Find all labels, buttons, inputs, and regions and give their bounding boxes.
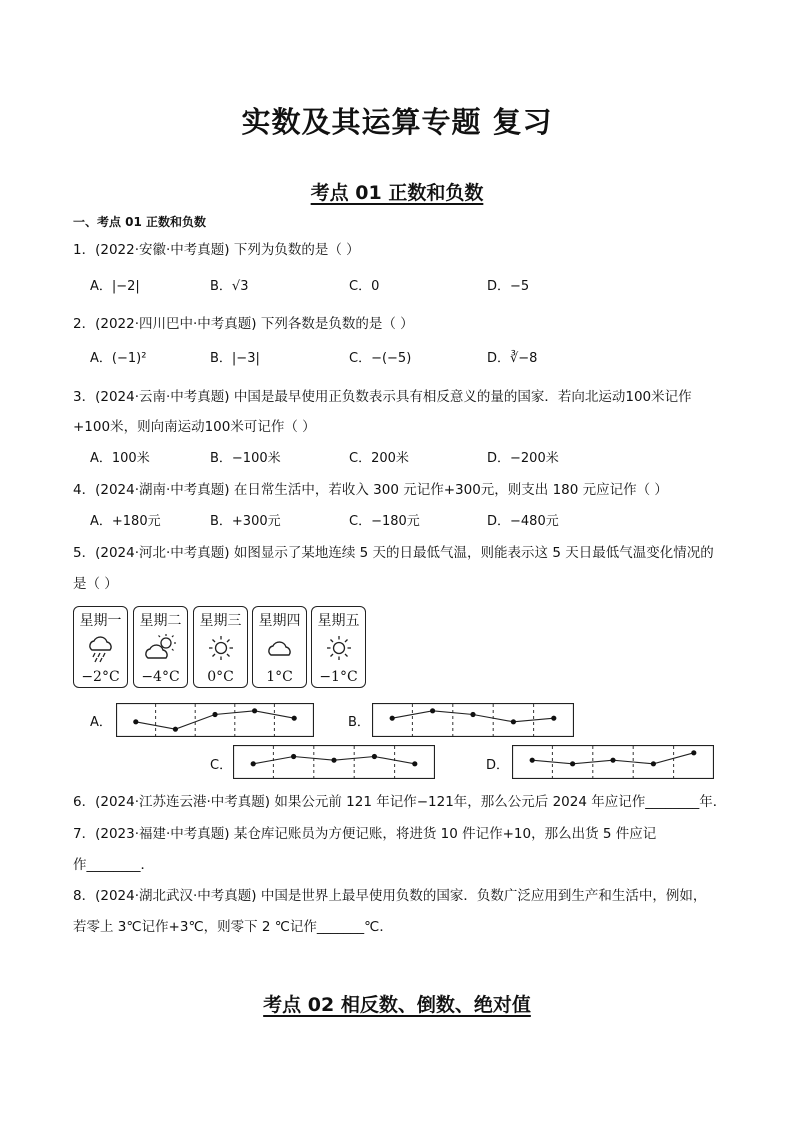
chart-a — [116, 703, 314, 737]
data-point — [212, 712, 217, 717]
data-point — [292, 716, 297, 721]
question-5-stem-line2: 是（ ） — [73, 576, 118, 592]
chart-label-b: B． — [348, 715, 370, 730]
question-1-option-a: A．|−2| — [90, 279, 140, 294]
question-2-option-d: D．∛−8 — [487, 351, 538, 366]
data-point — [291, 754, 296, 759]
question-2-option-a: A．(−1)² — [90, 351, 147, 366]
question-3-option-b: B．−100米 — [210, 451, 281, 466]
chart-frame — [117, 704, 314, 737]
question-8-stem-line1: 8．(2024·湖北武汉·中考真题) 中国是世界上最早使用负数的国家．负数广泛应用到生产和生活中，例如， — [73, 888, 707, 904]
weather-day: 星期一 — [79, 613, 122, 629]
question-4-option-d: D．−480元 — [487, 514, 559, 529]
chart-label-a: A． — [90, 715, 112, 730]
data-point — [511, 719, 516, 724]
question-7-stem-line1: 7．(2023·福建·中考真题) 某仓库记账员为方便记账，将进货 10 件记作+10，那么出货 5 件应记 — [73, 826, 657, 842]
weather-card-tue — [133, 606, 188, 688]
sun-icon — [324, 633, 354, 663]
data-point — [470, 712, 475, 717]
data-point — [551, 716, 556, 721]
question-2-stem: 2．(2022·四川巴中·中考真题) 下列各数是负数的是（ ） — [73, 316, 414, 332]
chart-d — [512, 745, 714, 779]
question-1-stem: 1．(2022·安徽·中考真题) 下列为负数的是（ ） — [73, 242, 360, 258]
question-1-option-d: D．−5 — [487, 279, 530, 294]
weather-temp: −1°C — [319, 669, 358, 685]
weather-card-fri — [311, 606, 366, 688]
weather-day: 星期三 — [199, 613, 242, 629]
question-3-option-c: C．200米 — [349, 451, 409, 466]
question-3-option-a: A．100米 — [90, 451, 150, 466]
data-point — [372, 754, 377, 759]
sun-icon — [206, 633, 236, 663]
weather-temp: −4°C — [141, 669, 180, 685]
data-point — [173, 727, 178, 732]
cloud-icon — [263, 633, 297, 663]
question-5-stem-line1: 5．(2024·河北·中考真题) 如图显示了某地连续 5 天的日最低气温，则能表示这 5 天日最低气温变化情况的 — [73, 545, 714, 561]
question-8-stem-line2: 若零上 3℃记作+3℃，则零下 2 ℃记作_______℃． — [73, 919, 393, 935]
data-point — [252, 708, 257, 713]
data-point — [651, 761, 656, 766]
weather-temp: 1°C — [266, 669, 293, 685]
question-4-stem: 4．(2024·湖南·中考真题) 在日常生活中，若收入 300 元记作+300元，则支出 180 元应记作（ ） — [73, 482, 668, 498]
question-7-stem-line2: 作________． — [73, 857, 154, 873]
weather-day: 星期四 — [258, 613, 301, 629]
chart-label-c: C． — [210, 758, 233, 773]
weather-card-mon — [73, 606, 128, 688]
data-point — [331, 758, 336, 763]
weather-day: 星期五 — [317, 613, 360, 629]
rain-cloud-icon — [84, 633, 118, 663]
weather-card-wed — [193, 606, 248, 688]
data-point — [412, 761, 417, 766]
chart-label-d: D． — [486, 758, 510, 773]
question-2-option-b: B．|−3| — [210, 351, 260, 366]
question-6-stem: 6．(2024·江苏连云港·中考真题) 如果公元前 121 年记作−121年，那么公元后 2024 年应记作________年． — [73, 794, 727, 810]
data-point — [691, 750, 696, 755]
weather-temp: −2°C — [81, 669, 120, 685]
data-point — [251, 761, 256, 766]
page-title: 实数及其运算专题 复习 — [241, 105, 553, 139]
section-heading-2: 考点 02 相反数、倒数、绝对值 — [263, 994, 531, 1016]
question-3-stem-line1: 3．(2024·云南·中考真题) 中国是最早使用正负数表示具有相反意义的量的国家．若向北运动100米记作 — [73, 389, 692, 405]
partly-cloudy-icon — [142, 633, 180, 663]
chart-b — [372, 703, 574, 737]
data-point — [530, 758, 535, 763]
data-point — [390, 716, 395, 721]
question-4-option-b: B．+300元 — [210, 514, 281, 529]
data-point — [570, 761, 575, 766]
section-heading-1: 考点 01 正数和负数 — [310, 182, 484, 204]
question-3-stem-line2: +100米，则向南运动100米可记作（ ） — [73, 419, 316, 435]
question-4-option-a: A．+180元 — [90, 514, 161, 529]
weather-day: 星期二 — [139, 613, 182, 629]
question-1-option-c: C．0 — [349, 279, 380, 294]
weather-temp: 0°C — [207, 669, 234, 685]
question-4-option-c: C．−180元 — [349, 514, 420, 529]
question-3-option-d: D．−200米 — [487, 451, 559, 466]
chart-frame — [373, 704, 574, 737]
chart-c — [233, 745, 435, 779]
question-2-option-c: C．−(−5) — [349, 351, 412, 366]
data-point — [610, 758, 615, 763]
weather-card-thu — [252, 606, 307, 688]
question-1-option-b: B．√3 — [210, 279, 249, 294]
data-point — [133, 719, 138, 724]
data-point — [430, 708, 435, 713]
subsection-heading: 一、考点 01 正数和负数 — [73, 215, 207, 229]
